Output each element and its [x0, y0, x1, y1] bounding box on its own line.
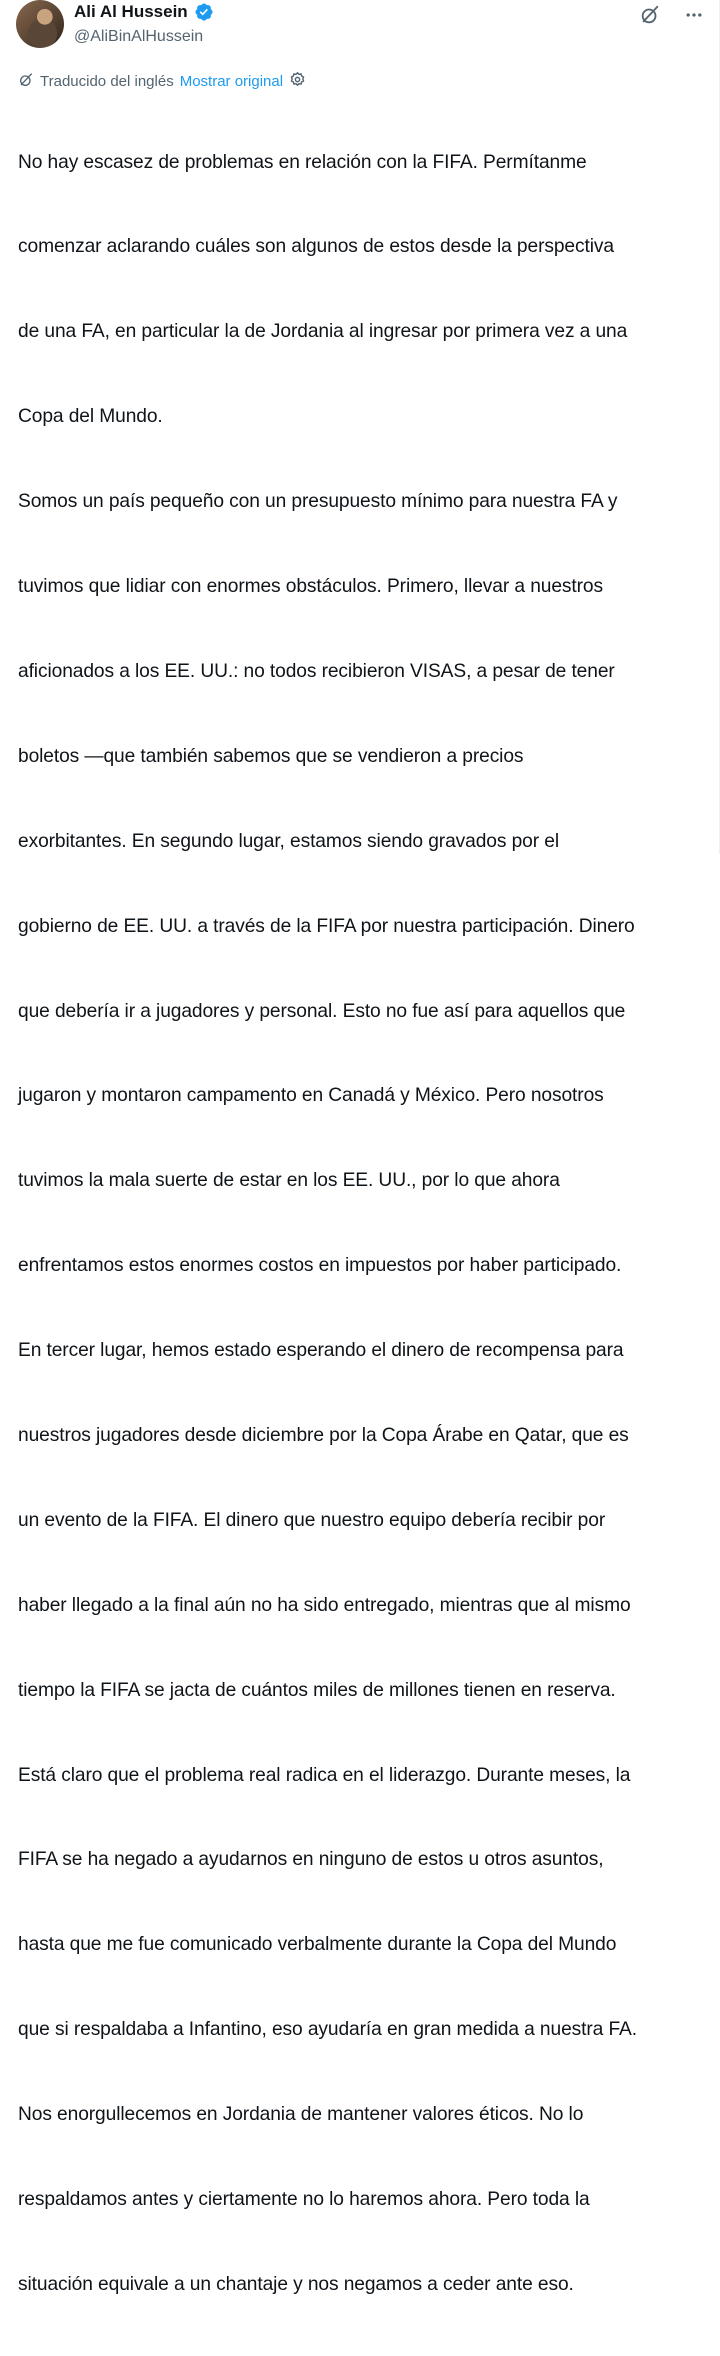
tweet-line: En tercer lugar, hemos estado esperando el dinero de recompensa para — [18, 1340, 624, 1362]
tweet-line: Somos un país pequeño con un presupuesto mínimo para nuestra FA y — [18, 491, 618, 513]
more-icon[interactable] — [683, 4, 705, 26]
avatar[interactable] — [16, 0, 64, 48]
translation-notice — [18, 71, 306, 92]
verified-badge-icon — [194, 2, 214, 22]
tweet-line: Nos enorgullecemos en Jordania de mantener valores éticos. No lo — [18, 2104, 584, 2126]
tweet-line: aficionados a los EE. UU.: no todos recibieron VISAS, a pesar de tener — [18, 660, 615, 682]
tweet-line: gobierno de EE. UU. a través de la FIFA por nuestra participación. Dinero — [18, 915, 635, 937]
tweet-line: tuvimos que lidiar con enormes obstáculos. Primero, llevar a nuestros — [18, 576, 603, 598]
tweet-line: tuvimos la mala suerte de estar en los EE. UU., por lo que ahora — [18, 1170, 560, 1192]
tweet-line: FIFA se ha negado a ayudarnos en ninguno de estos u otros asuntos, — [18, 1849, 604, 1871]
tweet-line: que si respaldaba a Infantino, eso ayudaría en gran medida a nuestra FA. — [18, 2019, 637, 2041]
tweet-line: nuestros jugadores desde diciembre por la Copa Árabe en Qatar, que es — [18, 1424, 629, 1446]
show-original-link[interactable]: Mostrar original — [179, 73, 284, 90]
tweet-line: No hay escasez de problemas en relación con la FIFA. Permítanme — [18, 151, 587, 173]
tweet-line: tiempo la FIFA se jacta de cuántos miles de millones tienen en reserva. — [18, 1679, 616, 1701]
tweet-line: que debería ir a jugadores y personal. Esto no fue así para aquellos que — [18, 1000, 626, 1022]
tweet-line: respaldamos antes y ciertamente no lo haremos ahora. Pero toda la — [18, 2188, 590, 2210]
translation-label: Traducido del inglés — [40, 73, 174, 90]
tweet-line: jugaron y montaron campamento en Canadá y México. Pero nosotros — [18, 1085, 604, 1107]
tweet-line: hasta que me fue comunicado verbalmente durante la Copa del Mundo — [18, 1934, 617, 1956]
author-handle[interactable]: @AliBinAlHussein — [74, 28, 204, 45]
tweet-line: boletos —que también sabemos que se vendieron a precios — [18, 745, 524, 767]
author-display-name[interactable]: Ali Al Hussein — [74, 2, 188, 21]
grok-icon[interactable] — [639, 4, 661, 26]
tweet-line: enfrentamos estos enormes costos en impuestos por haber participado. — [18, 1255, 622, 1277]
tweet-line: situación equivale a un chantaje y nos negamos a ceder ante eso. — [18, 2273, 574, 2295]
tweet-line: de una FA, en particular la de Jordania al ingresar por primera vez a una — [18, 321, 628, 343]
tweet-line: exorbitantes. En segundo lugar, estamos siendo gravados por el — [18, 830, 559, 852]
author-name-row — [74, 2, 214, 22]
tweet-line: un evento de la FIFA. El dinero que nuestro equipo debería recibir por — [18, 1509, 606, 1531]
tweet-actions-top — [639, 4, 705, 26]
translate-icon — [18, 72, 34, 92]
tweet-line: comenzar aclarando cuáles son algunos de estos desde la perspectiva — [18, 236, 614, 258]
tweet-line: Copa del Mundo. — [18, 406, 163, 428]
tweet-line: haber llegado a la final aún no ha sido entregado, mientras que al mismo — [18, 1594, 631, 1616]
settings-icon[interactable] — [289, 71, 306, 92]
tweet-line: Está claro que el problema real radica en el liderazgo. Durante meses, la — [18, 1764, 631, 1786]
tweet-text — [18, 92, 708, 2356]
